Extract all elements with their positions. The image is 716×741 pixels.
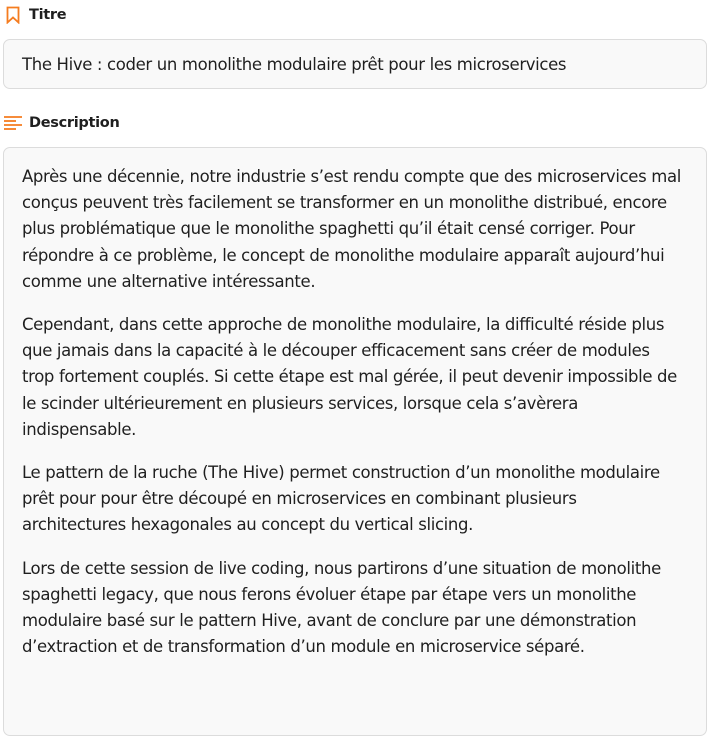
text-lines-icon	[4, 114, 22, 132]
title-field-label	[4, 6, 66, 24]
description-field[interactable]	[3, 147, 707, 736]
description-paragraph: Lors de cette session de live coding, nous partirons d’une situation de monolithe spaghetti legacy, que nous ferons évoluer étape par étape vers un monolithe modulaire basé sur le pattern Hive, avant de conclure par une démonstration d’extraction et de transformation d’un module en microservice séparé.	[22, 558, 661, 657]
description-field-label	[4, 114, 119, 132]
title-label-text: Titre	[29, 7, 67, 23]
description-paragraph: Le pattern de la ruche (The Hive) permet construction d’un monolithe modulaire prêt pour pour être découpé en microservices en combinant plusieurs architectures hexagonales au concept du vertical slicing.	[22, 463, 660, 535]
description-label-text: Description	[29, 115, 120, 131]
description-paragraph: Cependant, dans cette approche de monolithe modulaire, la difficulté réside plus que jamais dans la capacité à le découper efficacement sans créer de modules trop fortement couplés. Si cette étape est mal gérée, il peut devenir impossible de le scinder ultérieurement en plusieurs services, lorsque cela s’avèrera indispensable.	[22, 315, 677, 439]
bookmark-icon	[4, 6, 22, 24]
title-value: The Hive : coder un monolithe modulaire prêt pour les microservices	[22, 54, 567, 74]
description-paragraph: Après une décennie, notre industrie s’est rendu compte que des microservices mal conçus peuvent très facilement se transformer en un monolithe distribué, encore plus problématique que le monolithe spaghetti qu’il était censé corriger. Pour répondre à ce problème, le concept de monolithe modulaire apparaît aujourd’hui comme une alternative intéressante.	[22, 167, 681, 291]
title-field[interactable]	[3, 39, 707, 89]
